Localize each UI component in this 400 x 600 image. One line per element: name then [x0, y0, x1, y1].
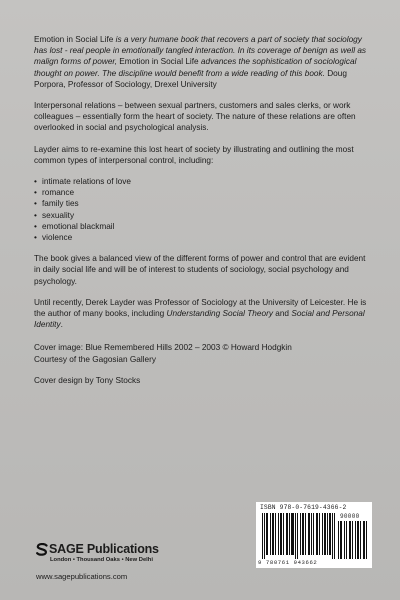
bio-text: Until recently, Derek Layder was Professor of Sociology at the University of Leicester. He is the author of many books, including — [34, 297, 367, 319]
addon-barcode-icon — [338, 521, 368, 559]
publisher-cities: London • Thousand Oaks • New Delhi — [50, 557, 153, 563]
list-item: • violence — [34, 232, 370, 243]
cover-text — [34, 34, 370, 386]
isbn-label: ISBN 978-0-7619-4366-2 — [260, 504, 347, 511]
publisher-logo — [36, 542, 216, 556]
price-addon-number: 90000 — [340, 513, 360, 520]
publisher-block — [36, 542, 216, 581]
bio-text: . — [60, 320, 63, 330]
cover-design-credit: Cover design by Tony Stocks — [34, 375, 141, 385]
description-paragraph: Layder aims to re-examine this lost heart of society by illustrating and outlining the most common types of interpersonal control, including: — [34, 144, 354, 165]
list-item: • emotional blackmail — [34, 221, 370, 232]
description-paragraph: The book gives a balanced view of the different forms of power and control that are evident in daily social life and will be of interest to students of sociology, social psychology and psychology. — [34, 254, 366, 286]
list-item: • romance — [34, 187, 370, 198]
publisher-name: SAGE Publications — [49, 542, 159, 556]
author-bio — [34, 297, 370, 331]
list-item: • family ties — [34, 198, 370, 209]
credits — [34, 342, 370, 386]
blurb-quote-part-2: advances the sophistication of sociological thought on power. The discipline would benefit from a wide reading of this book. — [34, 57, 357, 78]
ean-barcode-icon — [262, 513, 336, 559]
gallery-credit: Courtesy of the Gagosian Gallery — [34, 354, 156, 364]
blurb-book-title: Emotion in Social Life — [34, 35, 114, 44]
list-item: • intimate relations of love — [34, 176, 370, 187]
ean-number: 9 780761 943662 — [258, 559, 318, 566]
list-item: • sexuality — [34, 210, 370, 221]
blurb-quote-part-1: is a very humane book that recovers a part of society that sociology has lost - real people in emotionally tangled interaction. In its coverage of benign as well as malign forms of power, — [34, 35, 367, 67]
isbn-barcode — [256, 502, 372, 568]
cover-image-credit: Cover image: Blue Remembered Hills 2002 – 2003 © Howard Hodgkin — [34, 343, 292, 353]
description-paragraph: Interpersonal relations – between sexual partners, customers and sales clerks, or work colleagues – essentially form the heart of society. The nature of these relations are often overlooked in social and psychological analysis. — [34, 101, 356, 133]
bio-book-title: Understanding Social Theory — [166, 309, 273, 319]
sage-swirl-icon — [36, 543, 48, 556]
bio-book-title: Social and Personal Identity — [34, 309, 365, 330]
publisher-url: www.sagepublications.com — [36, 572, 128, 581]
review-blurb — [34, 34, 370, 90]
control-types-list — [34, 176, 370, 243]
blurb-attribution: Doug Porpora, Professor of Sociology, Drexel University — [34, 68, 347, 89]
bio-text: and — [272, 309, 292, 319]
blurb-book-title: Emotion in Social Life — [119, 57, 199, 67]
